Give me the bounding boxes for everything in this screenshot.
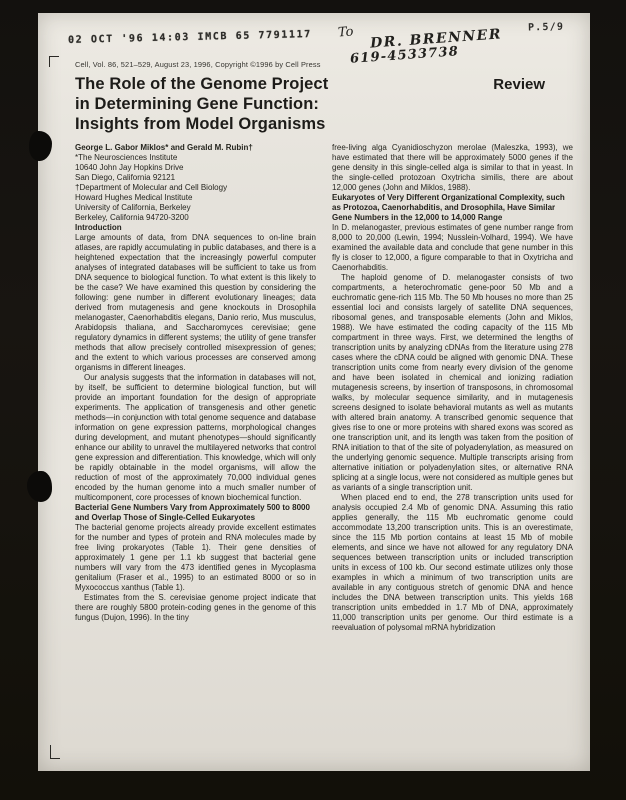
fax-timestamp: 02 OCT '96 14:03 IMCB 65 7791117 [67, 29, 312, 46]
affiliation-line: University of California, Berkeley [75, 203, 191, 212]
paper-title-line-3: Insights from Model Organisms [75, 115, 326, 133]
continuation-paragraph: free-living alga Cyanidioschyzon merolae (Maleszka, 1993), we have estimated that there will be approximately 5000 genes if the gene density in this single-celled alga is similar to that in yeast. In the single-celled protozoan Oxytricha similis, there are about 12,000 genes (John and Miklos, 1988). [332, 143, 573, 192]
right-column [332, 143, 573, 633]
article-body [75, 143, 573, 633]
introduction-paragraph-2: Our analysis suggests that the information in databases will not, by itself, be sufficient to determine biological function, but will provide an important foundation for the design of appropriate experiments. The application of transgenesis and other genetic methods—in conjunction with total genome sequence and database information on gene expression patterns, morphological changes during development, and mutant phenotypes—should significantly enhance our ability to unravel the multilayered networks that control gene expression and differentiation. This knowledge, which will only be rapidly obtainable in the model organisms, will allow the reduction of most of the approximately 70,000 individual genes encoded by the human genome into a much smaller number of multicomponent, core processes of known biochemical function. [75, 373, 316, 502]
section-heading-eukaryotes: Eukaryotes of Very Different Organizational Complexity, such as Protozoa, Caenorhabditis, and Drosophila, Have Similar Gene Numbers in the 12,000 to 14,000 Range [332, 193, 565, 222]
section-heading-bacterial-gene-numbers: Bacterial Gene Numbers Vary from Approximately 500 to 8000 and Overlap Those of Single-Celled Eukaryotes [75, 503, 310, 522]
scan-artifact-blob-2 [27, 471, 52, 502]
eukaryotes-paragraph-2: The haploid genome of D. melanogaster consists of two compartments, a heterochromatic gene-poor 50 Mb and a euchromatic gene-rich 115 Mb. The 50 Mb houses no more than 25 essential loci and consists largely of satellite DNA sequences, ribosomal genes, and transposable elements (John and Miklos, 1988). We have estimated the coding capacity of the 115 Mb compartment in three ways. First, we determined the lengths of transcription units by analyzing cDNAs from the literature using 278 cases where the cDNA could be aligned with genomic DNA. These transcription units come from nearly every division of the genome and have been isolated in chemical and ionizing radiation mutagenesis screens, by insertion of transposons, in chromosomal walks, by molecular sequence similarity, and in mutagenesis screens designed to isolate behavioral mutants as well as mutants with altered brain anatomy. A transcribed genomic sequence that gives rise to one or more proteins with shared exons was scored as one transcription unit, and its length was taken from the position of RNA initiation to that of the site of polyadenylation, as measured on the underlying genomic sequence. Multiple transcripts arising from alternative initiation or polyadenylation sites, or alternative RNA splicing at a single locus, were not considered as multiple genes but as variants of a single transcription unit. [332, 273, 573, 492]
paper-title-line-2: in Determining Gene Function: [75, 95, 319, 113]
affiliation-line: Howard Hughes Medical Institute [75, 193, 193, 202]
bacterial-paragraph-2: Estimates from the S. cerevisiae genome project indicate that there are roughly 5800 protein-coding genes in the genome of this fungus (Dujon, 1996). In the tiny [75, 593, 316, 622]
journal-citation: Cell, Vol. 86, 521–529, August 23, 1996, Copyright ©1996 by Cell Press [75, 60, 321, 69]
affiliation-line: †Department of Molecular and Cell Biology [75, 183, 228, 192]
eukaryotes-paragraph-1: In D. melanogaster, previous estimates of gene number range from 8,000 to 20,000 (Lewin, 1994; Nusslein-Volhard, 1994). We have examined the available data and conclude that gene number in this fly is closer to 12,000, a figure comparable to that in Oxytricha and Caenorhabditis. [332, 223, 573, 272]
affiliation-line: 10640 John Jay Hopkins Drive [75, 163, 184, 172]
crop-mark-bottom-left [50, 745, 60, 759]
affiliation-line: Berkeley, California 94720-3200 [75, 213, 189, 222]
affiliation-line: San Diego, California 92121 [75, 173, 176, 182]
handwritten-to-label: To [337, 24, 355, 41]
paper-title-line-1: The Role of the Genome Project [75, 75, 329, 93]
introduction-paragraph-1: Large amounts of data, from DNA sequences to on-line brain atlases, are rapidly accumulating in public databases, and there is a heightened expectation that the increasingly powerful computer analyses of integrated databases will be sufficient to take us from DNA sequence to biological function. To what extent is this likely to be the case? We have examined this question by considering the following: gene number in different evolutionary lineages; data derived from mutagenesis and gene knockouts in Drosophila melanogaster, Caenorhabditis elegans, Danio rerio, Mus musculus, Arabidopsis thaliana, and Saccharomyces cerevisiae; gene regulatory dynamics in different systems; the utility of gene transfer methods that allow precisely controlled misexpression of genes; and the extent to which various processes are conserved among organisms in different lineages. [75, 233, 316, 372]
fax-page-indicator: P.5/9 [527, 21, 565, 34]
bacterial-paragraph-1: The bacterial genome projects already provide excellent estimates for the number and types of protein and RNA molecules made by free living prokaryotes (Table 1). Their gene densities of approximately 1 gene per 1.1 kb suggest that bacterial gene numbers will vary from the 473 identified genes in Mycoplasma genitalium (Fraser et al., 1995) to an estimated 8000 or so in Myxococcus xanthus (Table 1). [75, 523, 316, 592]
left-column [75, 143, 316, 633]
paper-page [38, 13, 590, 771]
crop-mark-top-left [49, 56, 59, 67]
authors-line: George L. Gabor Miklos* and Gerald M. Rubin† [75, 143, 253, 152]
handwritten-phone: 619-4533738 [349, 44, 460, 67]
paper-title [75, 74, 328, 134]
affiliation-line: *The Neurosciences Institute [75, 153, 178, 162]
review-label: Review [493, 76, 545, 93]
eukaryotes-paragraph-3: When placed end to end, the 278 transcription units used for analysis occupied 2.4 Mb of genomic DNA. Assuming this ratio applies generally, the 115 Mb euchromatic genome could accommodate 13,200 transcription units. This is an overestimate, since the 115 Mb portion contains at least 15 Mb of mobile elements, and since we have not allowed for any regulatory DNA sequences between transcription units or included transcription units in excess of 100 kb. Our second estimate utilizes only those examples in which a minimum of two transcription units are available in any contiguous stretch of genomic DNA and hence includes the DNA between transcription units. This yields 168 transcription units embedded in 1.7 Mb of DNA, approximately 11,000 transcription units per genome. Our third estimate is a reevaluation of polysomal mRNA hybridization [332, 493, 573, 632]
section-heading-introduction: Introduction [75, 223, 122, 232]
handwritten-recipient: DR. BRENNER [369, 26, 503, 52]
